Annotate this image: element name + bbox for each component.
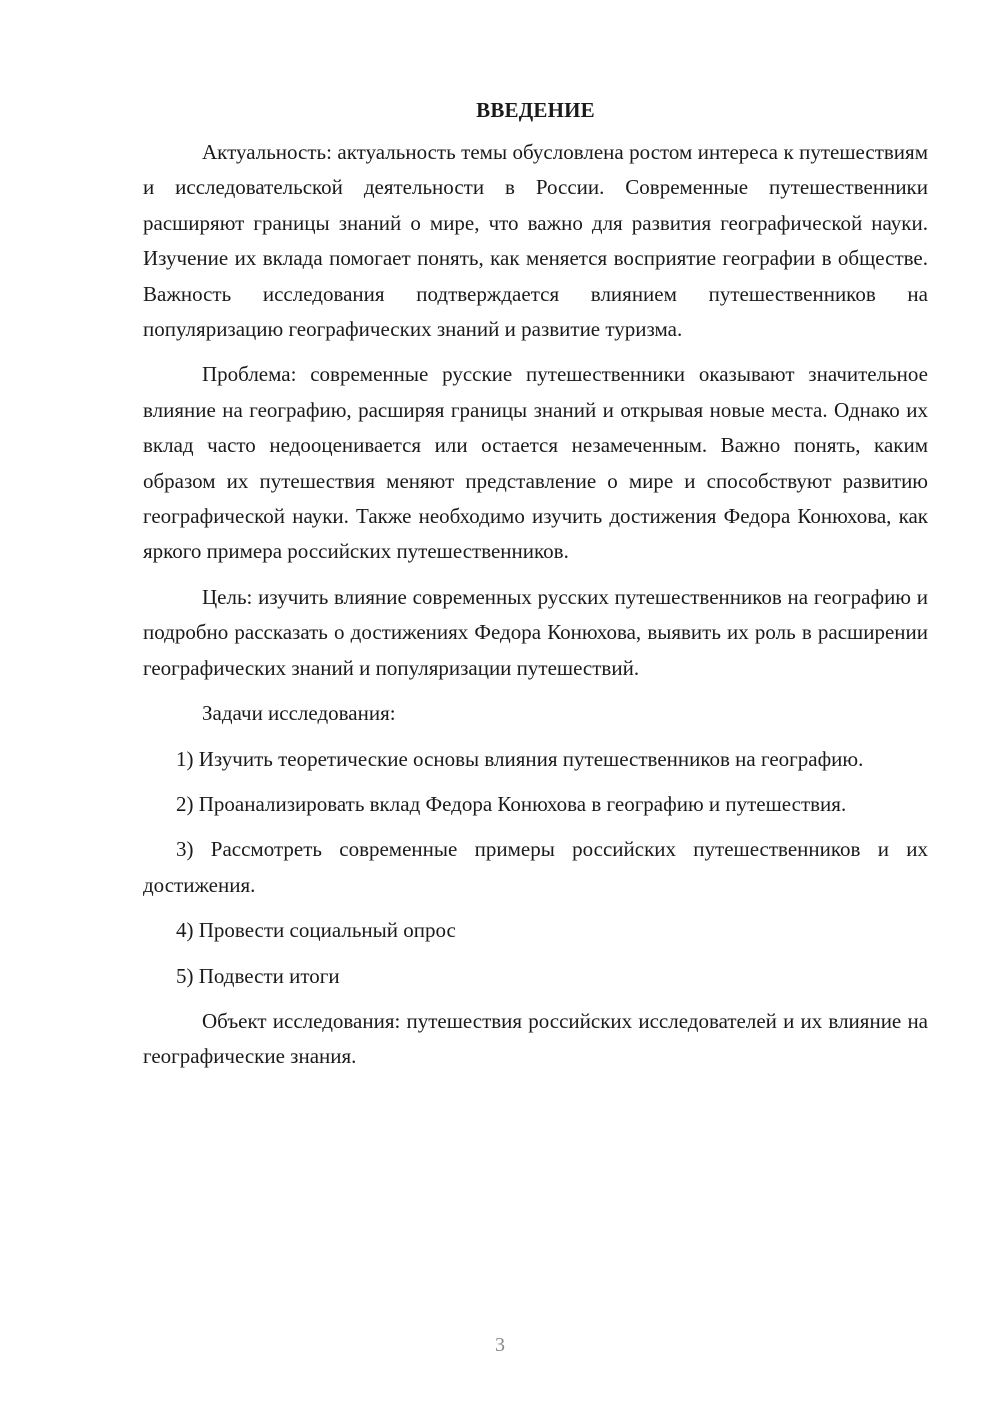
paragraph-relevance: Актуальность: актуальность темы обусловлена ростом интереса к путешествиям и исследовательской деятельности в России. Современные путешественники расширяют границы знаний о мире, что важно для развития географической науки. Изучение их вклада помогает понять, как меняется восприятие географии в обществе. Важность исследования подтверждается влиянием путешественников на популяризацию географических знаний и развитие туризма.: [143, 140, 928, 342]
task-item-2: 2) Проанализировать вклад Федора Конюхова в географию и путешествия.: [176, 791, 847, 816]
task-item-5: 5) Подвести итоги: [176, 963, 340, 988]
paragraph-object: Объект исследования: путешествия российских исследователей и их влияние на географические знания.: [143, 1008, 928, 1069]
page-content: [143, 95, 928, 1085]
section-heading: ВВЕДЕНИЕ: [476, 98, 595, 122]
page-number: 3: [495, 1334, 505, 1356]
paragraph-goal: Цель: изучить влияние современных русских путешественников на географию и подробно рассказать о достижениях Федора Конюхова, выявить их роль в расширении географических знаний и популяризации путешествий.: [143, 584, 928, 680]
task-item-4: 4) Провести социальный опрос: [176, 918, 456, 943]
paragraph-problem: Проблема: современные русские путешественники оказывают значительное влияние на географию, расширяя границы знаний и открывая новые места. Однако их вклад часто недооценивается или остается незамеченным. Важно понять, каким образом их путешествия меняют представление о мире и способствуют развитию географической науки. Также необходимо изучить достижения Федора Конюхова, как яркого примера российских путешественников.: [143, 362, 928, 564]
task-item-3: 3) Рассмотреть современные примеры российских путешественников и их достижения.: [143, 837, 928, 897]
tasks-intro: Задачи исследования:: [202, 701, 396, 726]
task-item-1: 1) Изучить теоретические основы влияния путешественников на географию.: [176, 746, 864, 771]
